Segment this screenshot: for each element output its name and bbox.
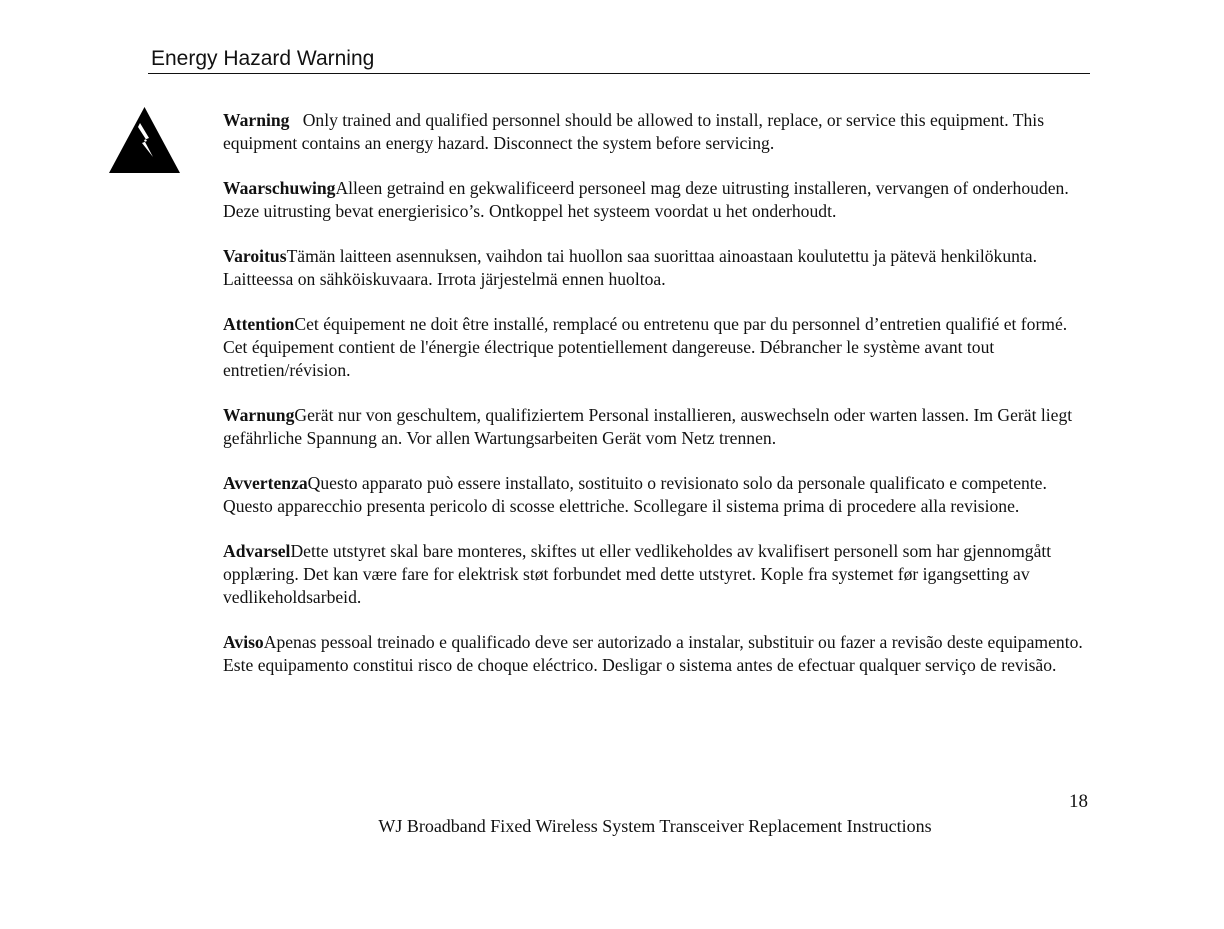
warnings-body (223, 109, 1085, 699)
warning-paragraph-fi (223, 245, 1085, 291)
warning-paragraph-pt (223, 631, 1085, 677)
warning-text: Tämän laitteen asennuksen, vaihdon tai huollon saa suorittaa ainoastaan koulutettu ja pätevä henkilökunta. Laitteessa on sähköiskuvaara. Irrota järjestelmä ennen huoltoa. (223, 246, 1038, 289)
heading-rule (148, 73, 1090, 74)
page-heading: Energy Hazard Warning (151, 47, 375, 70)
page-number: 18 (1069, 791, 1088, 812)
warning-paragraph-fr (223, 313, 1085, 382)
warning-text: Gerät nur von geschultem, qualifiziertem Personal installieren, auswechseln oder warten lassen. Im Gerät liegt gefährliche Spannung an. Vor allen Wartungsarbeiten Gerät vom Netz trennen. (223, 405, 1073, 448)
warning-label: Waarschuwing (223, 178, 336, 198)
warning-label: Avvertenza (223, 473, 308, 493)
warning-paragraph-de (223, 404, 1085, 450)
warning-text: Cet équipement ne doit être installé, remplacé ou entretenu que par du personnel d’entretien qualifié et formé. Cet équipement contient de l'énergie électrique potentiellement dangereuse. Débrancher le système avant tout entretien/révision. (223, 314, 1068, 380)
warning-label: Aviso (223, 632, 264, 652)
warning-text: Apenas pessoal treinado e qualificado deve ser autorizado a instalar, substituir ou fazer a revisão deste equipamento. Este equipamento constitui risco de choque eléctrico. Desligar o sistema antes de efectuar qualquer serviço de revisão. (223, 632, 1083, 675)
warning-text: Dette utstyret skal bare monteres, skiftes ut eller vedlikeholdes av kvalifisert personell som har gjennomgått opplæring. Det kan være fare for elektrisk støt forbundet med dette utstyret. Kople fra systemet før igangsetting av vedlikeholdsarbeid. (223, 541, 1052, 607)
warning-paragraph-nl (223, 177, 1085, 223)
warning-label: Warnung (223, 405, 295, 425)
warning-label: Warning (223, 110, 290, 130)
warning-label: Advarsel (223, 541, 291, 561)
warning-label: Attention (223, 314, 295, 334)
warning-text: Questo apparato può essere installato, sostituito o revisionato solo da personale qualificato e competente. Questo apparecchio presenta pericolo di scosse elettriche. Scollegare il sistema prima di procedere alla revisione. (223, 473, 1047, 516)
warning-triangle-lightning-icon (107, 105, 182, 175)
warning-paragraph-no (223, 540, 1085, 609)
warning-paragraph-en (223, 109, 1085, 155)
warning-text: Only trained and qualified personnel should be allowed to install, replace, or service this equipment. This equipment contains an energy hazard. Disconnect the system before servicing. (223, 110, 1045, 153)
footer-title: WJ Broadband Fixed Wireless System Transceiver Replacement Instructions (378, 816, 932, 836)
warning-paragraph-it (223, 472, 1085, 518)
warning-label: Varoitus (223, 246, 287, 266)
warning-text: Alleen getraind en gekwalificeerd personeel mag deze uitrusting installeren, vervangen of onderhouden. Deze uitrusting bevat energierisico’s. Ontkoppel het systeem voordat u het onderhoudt. (223, 178, 1069, 221)
